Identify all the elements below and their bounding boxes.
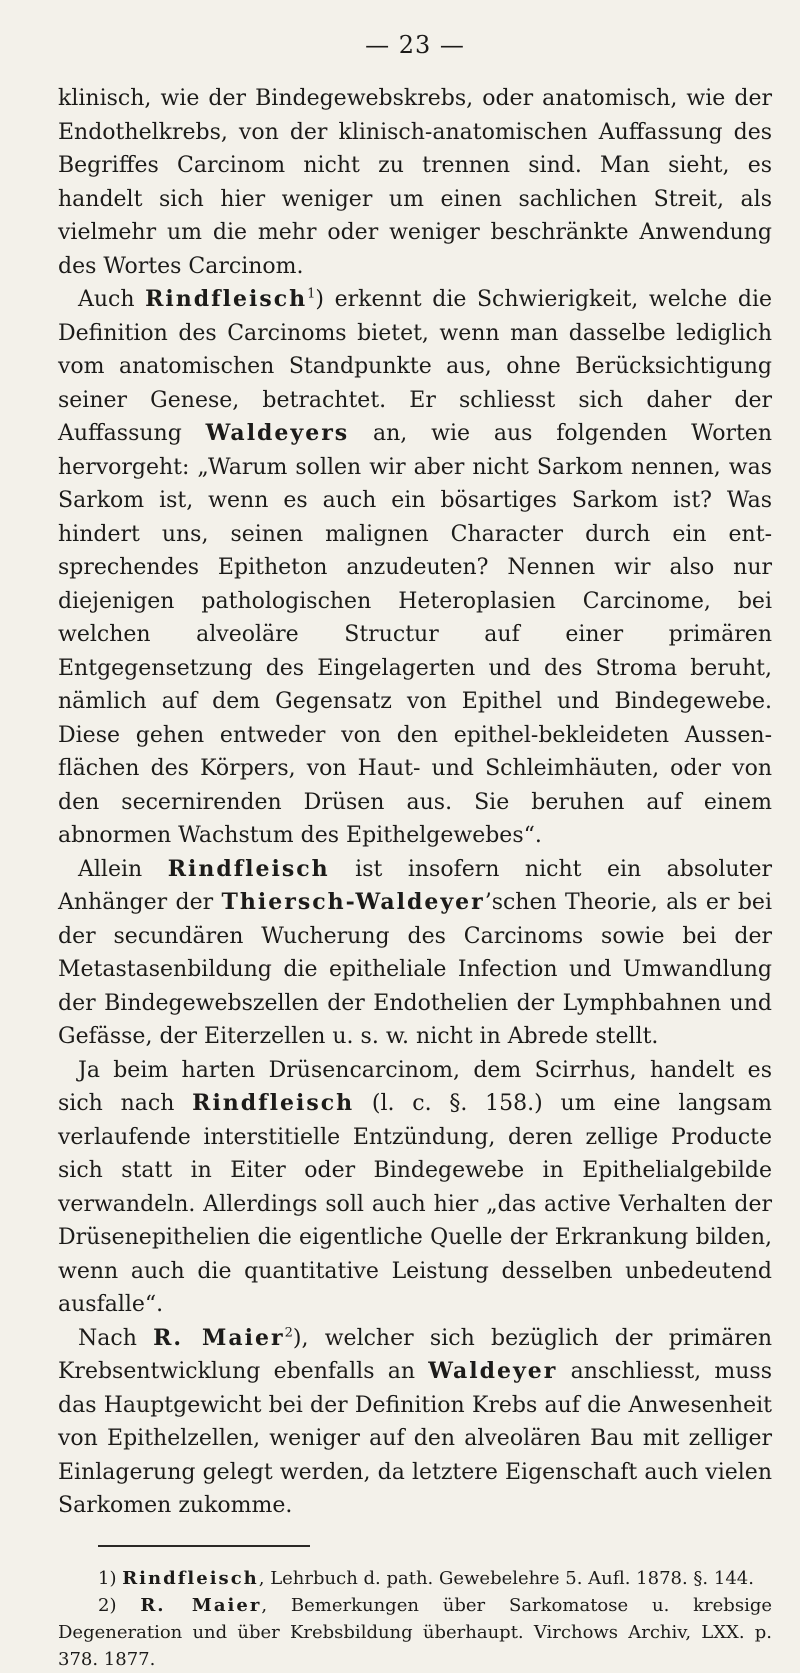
author-name-waldeyer: Waldeyer bbox=[428, 1358, 558, 1384]
footnote-1-text: , Lehrbuch d. path. Gewebelehre 5. Aufl. 1878. §. 144. bbox=[258, 1567, 754, 1589]
footnote-ref-1: 1 bbox=[307, 286, 316, 302]
footnote-divider bbox=[98, 1545, 310, 1547]
footnote-ref-2: 2 bbox=[284, 1325, 293, 1341]
author-name-rindfleisch: Rindfleisch bbox=[145, 286, 308, 312]
paragraph-1 bbox=[58, 82, 772, 283]
footnote-2-text: , Bemerkungen über Sarkomatose u. krebsige Degeneration und über Krebsbildung überhaupt. Virchows Archiv, LXX. p. 378. 1877. bbox=[58, 1594, 773, 1670]
paragraph-2-part-1: Auch bbox=[78, 287, 146, 312]
footnote-1 bbox=[58, 1565, 772, 1592]
author-name-thiersch-waldeyer: Thiersch-Waldeyer bbox=[221, 889, 485, 915]
paragraph-4 bbox=[58, 1054, 772, 1322]
paragraph-1-text: klinisch, wie der Bindegewebskrebs, oder anatomisch, wie der Endothelkrebs, von der klinisch-anatomischen Auffassung des Begriffes Carcinom nicht zu trennen sind. Man sieht, es handelt sich hier weniger um einen sachlichen Streit, als vielmehr um die mehr oder weniger beschränkte Anwendung des Wortes Carcinom. bbox=[58, 86, 772, 279]
paragraph-5-part-2: ), welcher sich bezüglich der primären Krebsentwicklung ebenfalls an bbox=[58, 1325, 773, 1384]
footnote-1-author: Rindfleisch bbox=[122, 1567, 259, 1589]
paragraph-5-part-3: anschliesst, muss das Hauptgewicht bei der Definition Krebs auf die Anwesenheit von Epithelzellen, weniger auf den alveolären Bau mit zelliger Einlagerung gelegt werden, da letztere Eigenschaft auch vielen Sarkomen zukomme. bbox=[58, 1359, 772, 1518]
paragraph-4-part-1: Ja beim harten Drüsencarcinom, dem Scirrhus, handelt es sich nach bbox=[58, 1057, 772, 1116]
paragraph-3-part-2: ist insofern nicht ein absoluter Anhänger der bbox=[58, 856, 772, 915]
footnote-2 bbox=[58, 1592, 772, 1673]
footnote-2-marker: 2) bbox=[98, 1594, 117, 1616]
footnote-2-author: R. Maier bbox=[140, 1594, 262, 1616]
footnote-1-marker: 1) bbox=[98, 1567, 117, 1589]
paragraph-3-part-3: ’schen Theorie, als er bei der secundären Wucherung des Carcinoms sowie bei der Metastasenbildung die epitheliale Infection und Umwandlung der Bindegewebszellen der Endothelien der Lymphbahnen und Gefässe, der Eiterzellen u. s. w. nicht in Abrede stellt. bbox=[58, 890, 772, 1049]
author-name-rindfleisch: Rindfleisch bbox=[192, 1090, 355, 1116]
paragraph-2-part-3: an, wie aus folgenden Worten hervorgeht: „Warum sollen wir aber nicht Sarkom nennen, was Sarkom ist, wenn es auch ein bösartiges Sarkom ist? Was hindert uns, seinen malignen Character durch ein entsprechendes Epitheton anzudeuten? Nennen wir also nur diejenigen pathologischen Heteroplasien Carcinome, bei welchen alveoläre Structur auf einer primären Entgegensetzung des Eingelagerten und des Stroma beruht, nämlich auf dem Gegensatz von Epithel und Bindegewebe. Diese gehen entweder von den epithel-bekleideten Aussenflächen des Körpers, von Haut- und Schleimhäuten, oder von den secernirenden Drüsen aus. Sie beruhen auf einem abnormen Wachstum des Epithelgewebes“. bbox=[58, 421, 772, 848]
page-number: — 23 — bbox=[365, 31, 465, 59]
paragraph-3-part-1: Allein bbox=[78, 856, 168, 882]
paragraph-2-part-2: ) erkennt die Schwierigkeit, welche die Definition des Carcinoms bietet, wenn man dasselbe lediglich vom anatomischen Standpunkte aus, ohne Berücksichtigung seiner Genese, betrachtet. Er schliesst sich daher der Auffassung bbox=[58, 287, 772, 446]
author-name-rindfleisch: Rindfleisch bbox=[167, 855, 330, 882]
author-name-waldeyers: Waldeyers bbox=[205, 420, 350, 446]
paragraph-5 bbox=[58, 1322, 772, 1523]
paragraph-3 bbox=[58, 853, 772, 1054]
paragraph-2 bbox=[58, 283, 772, 853]
author-name-r-maier: R. Maier bbox=[153, 1324, 285, 1351]
paragraph-4-part-2: (l. c. §. 158.) um eine langsam verlaufende interstitielle Entzündung, deren zellige Producte sich statt in Eiter oder Bindegewebe in Epithelialgebilde verwandeln. Allerdings soll auch hier „das active Verhalten der Drüsenepithelien die eigentliche Quelle der Erkrankung bilden, wenn auch die quantitative Leistung desselben unbedeutend ausfalle“. bbox=[58, 1091, 773, 1317]
paragraph-5-part-1: Nach bbox=[78, 1325, 154, 1351]
